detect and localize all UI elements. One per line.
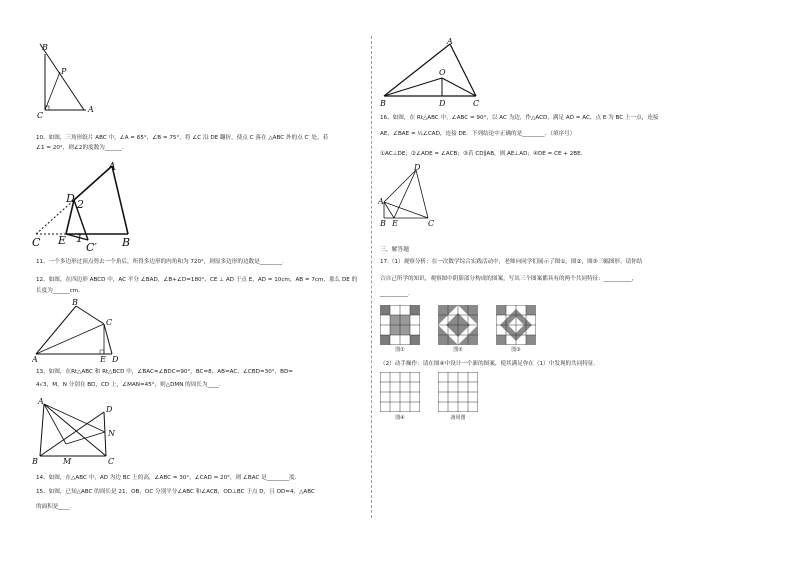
question-17-blank: __________. — [380, 291, 410, 297]
label-B: B — [72, 298, 78, 307]
question-13-text: 13、如图，在Rt△ABC 和 Rt△BCD 中，∠BAC=∠BDC=90°，BC=8，AB=AC，∠CBD=30°，BD= — [36, 369, 293, 375]
label-C: C — [473, 99, 480, 108]
caption-spare: 备用图 — [450, 415, 466, 421]
question-15-text: 15、如图，已知△ABC 的周长是 21，OB，OC 分别平分∠ABC 和∠ACB，OD⊥BC 于点 D，且 OD=4，△ABC — [36, 489, 315, 495]
question-16-text-cont: AE，∠BAE = ½∠CAD，连接 DE．下列结论中正确的是________．（填序号） — [380, 131, 576, 137]
grid-figure-1 — [380, 305, 420, 349]
grid-spare — [438, 372, 478, 416]
section-heading-answer: 三、解答题 — [380, 247, 409, 253]
question-17-text-cont: 合自己所学的知识，观察图中阴影部分构成的图案，写出三个图案都具有的两个共同特征：__________， — [380, 276, 638, 282]
grid-figure-4 — [380, 372, 420, 416]
figure-q15-triangle — [378, 38, 488, 112]
grid-figure-3 — [496, 305, 536, 349]
label-A: A — [108, 160, 116, 173]
label-E: E — [392, 219, 398, 228]
label-D: D — [112, 355, 119, 364]
figure-q9-triangle — [28, 40, 108, 122]
caption-figure-3: 图③ — [511, 347, 521, 353]
question-15-text-cont: 的面积是____. — [36, 504, 72, 510]
label-B: B — [380, 99, 386, 108]
label-D: D — [414, 163, 421, 172]
label-P: P — [61, 67, 67, 76]
label-A: A — [32, 355, 38, 364]
column-divider — [371, 36, 372, 518]
label-angle-2: 2 — [77, 198, 84, 211]
caption-figure-4: 图④ — [395, 415, 405, 421]
caption-figure-2: 图② — [453, 347, 463, 353]
label-B: B — [122, 236, 131, 249]
caption-figure-1: 图① — [395, 347, 405, 353]
label-E: E — [100, 355, 106, 364]
label-O: O — [439, 68, 446, 77]
grid-figure-2 — [438, 305, 478, 349]
question-12-text-cont: 长度为______cm. — [36, 288, 80, 294]
label-A: A — [378, 197, 384, 206]
label-C: C — [108, 457, 115, 466]
label-D: D — [439, 99, 446, 108]
question-11-text: 11、一个多边形过顶点剪去一个角后，所得多边形的内角和为 720°，则原多边形的边数是________. — [36, 259, 284, 265]
label-B: B — [380, 219, 386, 228]
question-13-text-cont: 4√3，M，N 分别在 BD，CD 上，∠MAN=45°，则△DMN 的周长为____. — [36, 382, 221, 388]
figure-q16-triangles — [378, 162, 438, 228]
figure-q13-triangles — [32, 394, 118, 468]
label-B: B — [32, 457, 38, 466]
label-C: C — [428, 219, 435, 228]
question-16-text: 16、如图，在 Rt△ABC 中，∠ABC = 90°，以 AC 为边，作△ACD，满足 AD = AC，点 E 为 BC 上一点，连接 — [380, 115, 659, 121]
label-B: B — [42, 43, 48, 52]
question-14-text: 14、如图，在△ABC 中，AD 为边 BC 上的高，∠ABC = 30°，∠CAD = 20°，则 ∠BAC 是________度. — [36, 475, 297, 481]
label-A: A — [447, 38, 453, 46]
label-D: D — [106, 405, 113, 414]
question-17-part2: （2）动手操作：请在图④中设计一个新的图案，使其满足你在（1）中发现的共同特征. — [380, 361, 596, 367]
question-12-text: 12、如图，在四边形 ABCD 中，AC 平分 ∠BAD，∠B+∠D=180°，CE ⊥ AD 于点 E，AD = 10cm，AB = 7cm，那么 DE 的 — [36, 277, 358, 283]
label-D: D — [66, 192, 75, 205]
label-C-prime: C′ — [86, 241, 97, 252]
figure-q12-quadrilateral — [32, 298, 128, 364]
label-angle-1: 1 — [76, 232, 83, 245]
label-M: M — [63, 457, 72, 466]
label-C: C — [37, 111, 44, 120]
question-10-text-cont: ∠1 = 20°，则∠2的度数为______. — [36, 145, 124, 151]
figure-q10-fold — [30, 160, 140, 252]
label-E: E — [58, 234, 67, 247]
question-16-options: ①AC⊥DE；②∠ADE = ∠ACB；③若 CD∥AB，则 AE⊥AD；④DE = CE + 2BE． — [380, 151, 587, 157]
label-C: C — [106, 318, 113, 327]
question-10-text: 10、如图，三角形纸片 ABC 中，∠A = 65°，∠B = 75°，将 ∠C 沿 DE 翻折，使点 C 落在 △ABC 外的点 C′ 处，若 — [36, 135, 329, 141]
question-17-text: 17.（1）观察分析：在一次数学综合实践活动中，老师向同学们展示了图①，图②，图③三幅图形，请你结 — [380, 259, 643, 265]
label-A: A — [38, 397, 44, 406]
label-A: A — [88, 105, 94, 114]
label-C: C — [32, 236, 41, 249]
label-N: N — [108, 429, 115, 438]
